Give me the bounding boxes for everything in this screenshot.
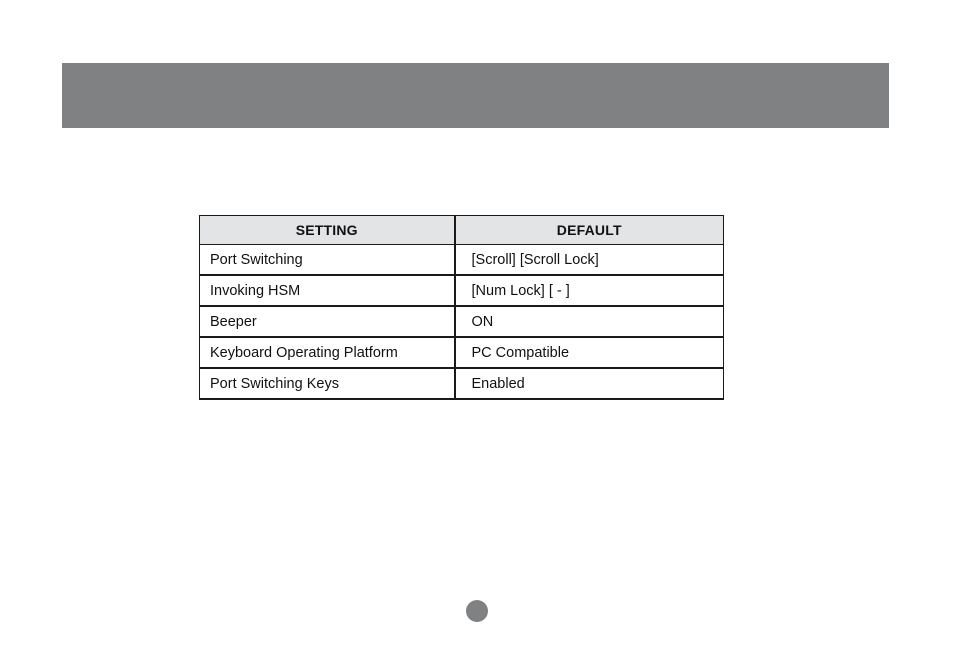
table-header-row — [200, 216, 724, 245]
default-cell: [Scroll] [Scroll Lock] — [455, 245, 724, 276]
setting-cell: Beeper — [200, 306, 455, 337]
default-cell: PC Compatible — [455, 337, 724, 368]
default-settings-table — [199, 215, 724, 400]
default-cell: Enabled — [455, 368, 724, 399]
table-row — [200, 245, 724, 276]
page-number-dot — [466, 600, 488, 622]
default-column-header: DEFAULT — [455, 216, 724, 245]
setting-column-header: SETTING — [200, 216, 455, 245]
table-row — [200, 306, 724, 337]
table-row — [200, 368, 724, 399]
table-row — [200, 337, 724, 368]
setting-cell: Keyboard Operating Platform — [200, 337, 455, 368]
setting-cell: Invoking HSM — [200, 275, 455, 306]
default-cell: [Num Lock] [ - ] — [455, 275, 724, 306]
setting-cell: Port Switching — [200, 245, 455, 276]
default-cell: ON — [455, 306, 724, 337]
setting-cell: Port Switching Keys — [200, 368, 455, 399]
header-band — [62, 63, 889, 128]
table-row — [200, 275, 724, 306]
